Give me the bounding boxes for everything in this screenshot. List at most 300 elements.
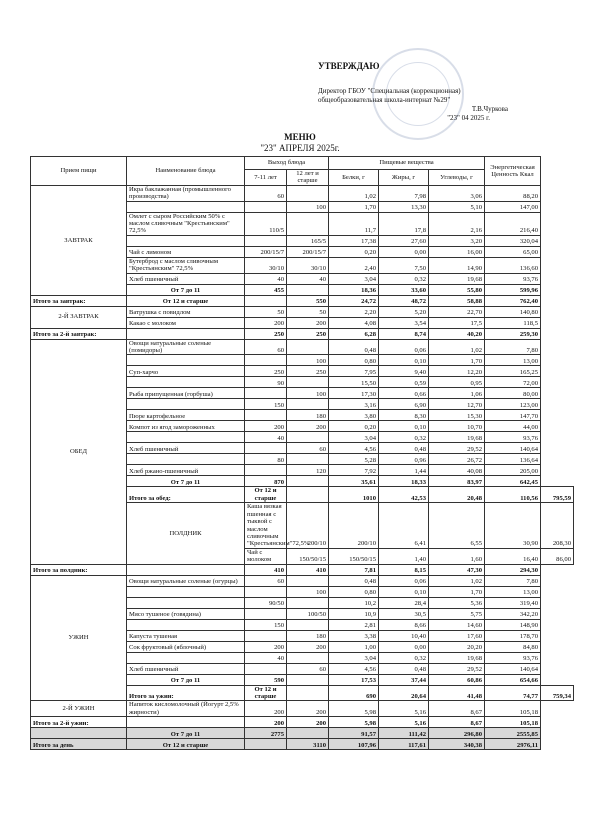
fat-value: 0,00 bbox=[379, 641, 429, 652]
carbs-value: 58,88 bbox=[429, 295, 485, 306]
meal-name: ОБЕД bbox=[31, 339, 127, 564]
table-row bbox=[31, 575, 574, 586]
yield-12: 250 bbox=[287, 366, 329, 377]
fat-value: 0,10 bbox=[379, 421, 429, 432]
dish-name: Мясо тушеное (говядина) bbox=[127, 608, 245, 619]
protein-value: 0,80 bbox=[329, 586, 379, 597]
protein-value: 0,20 bbox=[329, 246, 379, 257]
protein-value: 0,48 bbox=[329, 339, 379, 355]
carbs-value: 19,68 bbox=[429, 432, 485, 443]
yield-12: 200 bbox=[287, 317, 329, 328]
carbs-value: 1,70 bbox=[429, 355, 485, 366]
protein-value: 10,9 bbox=[329, 608, 379, 619]
energy-value: 7,80 bbox=[485, 575, 541, 586]
yield-7-11: 200 bbox=[245, 717, 287, 728]
fat-value: 7,50 bbox=[379, 257, 429, 273]
dish-name: Чай с лимоном bbox=[127, 246, 245, 257]
energy-value: 759,34 bbox=[541, 685, 574, 701]
header-carbs: Углеводы, г bbox=[429, 170, 485, 186]
yield-7-11 bbox=[245, 608, 287, 619]
header-energy: Энергетическая Ценность Ккал bbox=[485, 157, 541, 186]
fat-value: 13,30 bbox=[379, 201, 429, 212]
menu-table bbox=[30, 156, 574, 750]
yield-7-11: 410 bbox=[245, 564, 287, 575]
yield-7-11: 40 bbox=[245, 432, 287, 443]
yield-12: 3110 bbox=[287, 739, 329, 750]
dish-name: Каша вязкая пшенная с тыквой с маслом сливочным "Крестьянским"72,5% bbox=[245, 503, 287, 548]
carbs-value: 20,20 bbox=[429, 641, 485, 652]
dish-name: Овощи натуральные соленые (огурцы) bbox=[127, 575, 245, 586]
carbs-value: 16,00 bbox=[429, 246, 485, 257]
protein-value: 0,48 bbox=[329, 575, 379, 586]
yield-12: 150/50/15 bbox=[329, 548, 379, 564]
carbs-value: 5,10 bbox=[429, 201, 485, 212]
dish-name: От 12 и старше bbox=[245, 487, 287, 503]
yield-7-11 bbox=[245, 410, 287, 421]
carbs-value: 10,70 bbox=[429, 421, 485, 432]
header-dish: Наименование блюда bbox=[127, 157, 245, 186]
approval-block bbox=[318, 62, 558, 123]
fat-value: 5,20 bbox=[379, 306, 429, 317]
fat-value: 8,66 bbox=[379, 619, 429, 630]
protein-value: 17,30 bbox=[329, 388, 379, 399]
dish-name: Сок фруктовый (яблочный) bbox=[127, 641, 245, 652]
menu-date: "23" АПРЕЛЯ 2025г. bbox=[260, 143, 340, 153]
protein-value: 35,61 bbox=[329, 476, 379, 487]
table-row bbox=[31, 717, 574, 728]
fat-value: 0,48 bbox=[379, 663, 429, 674]
yield-12: 200 bbox=[287, 717, 329, 728]
dish-name: Пюре картофельное bbox=[127, 410, 245, 421]
carbs-value: 8,67 bbox=[429, 701, 485, 717]
fat-value: 0,10 bbox=[379, 586, 429, 597]
approval-date: "23" 04 2025 г. bbox=[447, 114, 490, 122]
carbs-value: 12,20 bbox=[429, 366, 485, 377]
carbs-value: 5,36 bbox=[429, 597, 485, 608]
yield-7-11: 250 bbox=[245, 366, 287, 377]
protein-value: 4,56 bbox=[329, 443, 379, 454]
carbs-value: 19,68 bbox=[429, 652, 485, 663]
protein-value: 15,50 bbox=[329, 377, 379, 388]
carbs-value: 14,90 bbox=[429, 257, 485, 273]
table-row bbox=[31, 185, 574, 201]
energy-value: 84,80 bbox=[485, 641, 541, 652]
table-row bbox=[31, 339, 574, 355]
energy-value: 88,20 bbox=[485, 185, 541, 201]
energy-value: 7,80 bbox=[485, 339, 541, 355]
total-label: Итого за ужин: bbox=[127, 685, 245, 701]
meal-name: 2-Й ЗАВТРАК bbox=[31, 306, 127, 328]
yield-12: 1010 bbox=[329, 487, 379, 503]
dish-name: Бутерброд с маслом сливочным "Крестьянским" 72,5% bbox=[127, 257, 245, 273]
energy-value: 208,30 bbox=[541, 503, 574, 548]
yield-12: 200 bbox=[287, 701, 329, 717]
table-row bbox=[31, 701, 574, 717]
carbs-value: 12,70 bbox=[429, 399, 485, 410]
meal-name: УЖИН bbox=[31, 575, 127, 701]
dish-name: Хлеб пшеничный bbox=[127, 443, 245, 454]
yield-7-11 bbox=[245, 465, 287, 476]
meal-name: 2-Й УЖИН bbox=[31, 701, 127, 717]
header-fat: Жиры, г bbox=[379, 170, 429, 186]
yield-7-11: 80 bbox=[245, 454, 287, 465]
fat-value: 5,16 bbox=[379, 701, 429, 717]
protein-value: 4,08 bbox=[329, 317, 379, 328]
carbs-value: 5,75 bbox=[429, 608, 485, 619]
energy-value: 147,00 bbox=[485, 201, 541, 212]
yield-12 bbox=[287, 652, 329, 663]
yield-12: 200/10 bbox=[329, 503, 379, 548]
fat-value: 20,48 bbox=[429, 487, 485, 503]
protein-value: 6,28 bbox=[329, 328, 379, 339]
protein-value: 11,7 bbox=[329, 212, 379, 235]
table-row bbox=[31, 295, 574, 306]
energy-value: 599,96 bbox=[485, 284, 541, 295]
energy-value: 320,04 bbox=[485, 235, 541, 246]
protein-value: 1,00 bbox=[329, 641, 379, 652]
fat-value: 8,30 bbox=[379, 410, 429, 421]
energy-value: 2976,11 bbox=[485, 739, 541, 750]
fat-value: 0,32 bbox=[379, 273, 429, 284]
yield-12 bbox=[287, 185, 329, 201]
header-nutrients: Пищевые вещества bbox=[329, 157, 485, 170]
dish-name bbox=[127, 454, 245, 465]
protein-value: 6,41 bbox=[379, 503, 429, 548]
yield-12 bbox=[287, 476, 329, 487]
yield-7-11 bbox=[245, 663, 287, 674]
yield-12 bbox=[287, 575, 329, 586]
carbs-value: 26,72 bbox=[429, 454, 485, 465]
yield-7-11: 60 bbox=[245, 339, 287, 355]
header-age-7-11: 7-11 лет bbox=[245, 170, 287, 186]
protein-value: 3,16 bbox=[329, 399, 379, 410]
yield-12 bbox=[287, 454, 329, 465]
yield-12: 100 bbox=[287, 201, 329, 212]
protein-value: 10,2 bbox=[329, 597, 379, 608]
dish-name: Хлеб пшеничный bbox=[127, 663, 245, 674]
energy-value: 105,18 bbox=[485, 701, 541, 717]
meal-empty bbox=[31, 728, 127, 739]
carbs-value: 29,52 bbox=[429, 443, 485, 454]
protein-value: 1,40 bbox=[379, 548, 429, 564]
menu-body bbox=[31, 185, 574, 749]
fat-value: 1,44 bbox=[379, 465, 429, 476]
protein-value: 3,04 bbox=[329, 652, 379, 663]
yield-7-11: 200 bbox=[245, 317, 287, 328]
protein-value: 17,53 bbox=[329, 674, 379, 685]
approval-signature: Т.В.Чуркова bbox=[471, 105, 508, 113]
yield-7-11: 150/50/15 bbox=[287, 548, 329, 564]
yield-7-11: 200 bbox=[245, 701, 287, 717]
energy-value: 178,70 bbox=[485, 630, 541, 641]
fat-value: 9,40 bbox=[379, 366, 429, 377]
protein-value: 1,02 bbox=[329, 185, 379, 201]
fat-value: 48,72 bbox=[379, 295, 429, 306]
energy-value: 2555,85 bbox=[485, 728, 541, 739]
carbs-value: 1,02 bbox=[429, 339, 485, 355]
yield-12: 550 bbox=[287, 295, 329, 306]
dish-name bbox=[127, 432, 245, 443]
dish-name bbox=[127, 377, 245, 388]
yield-7-11 bbox=[245, 739, 287, 750]
carbs-value: 47,30 bbox=[429, 564, 485, 575]
protein-value: 3,38 bbox=[329, 630, 379, 641]
carbs-value: 22,70 bbox=[429, 306, 485, 317]
dish-name: Ватрушка с повидлом bbox=[127, 306, 245, 317]
fat-value: 30,5 bbox=[379, 608, 429, 619]
protein-value: 4,56 bbox=[329, 663, 379, 674]
carbs-value: 340,38 bbox=[429, 739, 485, 750]
yield-7-11 bbox=[287, 487, 329, 503]
dish-name: Компот из ягод замороженных bbox=[127, 421, 245, 432]
dish-name bbox=[127, 399, 245, 410]
energy-value: 140,64 bbox=[485, 663, 541, 674]
yield-12: 690 bbox=[329, 685, 379, 701]
yield-7-11 bbox=[245, 586, 287, 597]
fat-value: 0,06 bbox=[379, 339, 429, 355]
yield-7-11 bbox=[245, 295, 287, 306]
energy-value: 147,70 bbox=[485, 410, 541, 421]
yield-12 bbox=[287, 728, 329, 739]
energy-value: 118,5 bbox=[485, 317, 541, 328]
total-label: Итого за день bbox=[31, 739, 127, 750]
yield-7-11: 200 bbox=[245, 641, 287, 652]
carbs-value: 3,06 bbox=[429, 185, 485, 201]
dish-name bbox=[127, 652, 245, 663]
dish-name: От 12 и старше bbox=[127, 739, 245, 750]
energy-value: 93,76 bbox=[485, 652, 541, 663]
energy-value: 44,00 bbox=[485, 421, 541, 432]
yield-12: 60 bbox=[287, 443, 329, 454]
yield-7-11: 60 bbox=[245, 575, 287, 586]
protein-value: 5,28 bbox=[329, 454, 379, 465]
fat-value: 0,06 bbox=[379, 575, 429, 586]
protein-value: 2,40 bbox=[329, 257, 379, 273]
header-age-12: 12 лет и старше bbox=[287, 170, 329, 186]
meal-name: ПОЛДНИК bbox=[127, 503, 245, 564]
dish-name: От 7 до 11 bbox=[127, 476, 245, 487]
fat-value: 8,15 bbox=[379, 564, 429, 575]
fat-value: 0,10 bbox=[379, 355, 429, 366]
yield-7-11: 150 bbox=[245, 399, 287, 410]
yield-12 bbox=[287, 339, 329, 355]
fat-value: 3,54 bbox=[379, 317, 429, 328]
carbs-value: 74,77 bbox=[485, 685, 541, 701]
table-row bbox=[31, 306, 574, 317]
yield-7-11: 30/10 bbox=[245, 257, 287, 273]
dish-name: Напиток кисломолочный (Йогурт 2,5% жирности) bbox=[127, 701, 245, 717]
yield-12: 250 bbox=[287, 328, 329, 339]
fat-value: 1,60 bbox=[429, 548, 485, 564]
carbs-value: 14,60 bbox=[429, 619, 485, 630]
carbs-value: 30,90 bbox=[485, 503, 541, 548]
dish-name bbox=[127, 235, 245, 246]
fat-value: 0,48 bbox=[379, 443, 429, 454]
dish-name bbox=[127, 564, 245, 575]
protein-value: 18,36 bbox=[329, 284, 379, 295]
yield-7-11: 200/15/7 bbox=[245, 246, 287, 257]
carbs-value: 29,52 bbox=[429, 663, 485, 674]
dish-name: Овощи натуральные соленые (помидоры) bbox=[127, 339, 245, 355]
yield-12 bbox=[287, 597, 329, 608]
yield-7-11: 150 bbox=[245, 619, 287, 630]
carbs-value: 17,60 bbox=[429, 630, 485, 641]
approval-line-1: Директор ГБОУ "Специальная (коррекционная) bbox=[318, 87, 461, 95]
fat-value: 5,16 bbox=[379, 717, 429, 728]
carbs-value: 40,20 bbox=[429, 328, 485, 339]
energy-value: 294,30 bbox=[485, 564, 541, 575]
fat-value: 10,40 bbox=[379, 630, 429, 641]
fat-value: 17,8 bbox=[379, 212, 429, 235]
carbs-value: 55,80 bbox=[429, 284, 485, 295]
yield-12: 100 bbox=[287, 355, 329, 366]
carbs-value: 8,67 bbox=[429, 717, 485, 728]
protein-value: 7,81 bbox=[329, 564, 379, 575]
protein-value: 107,96 bbox=[329, 739, 379, 750]
energy-value: 86,00 bbox=[541, 548, 574, 564]
yield-7-11: 455 bbox=[245, 284, 287, 295]
fat-value: 0,66 bbox=[379, 388, 429, 399]
fat-value: 6,90 bbox=[379, 399, 429, 410]
yield-12: 180 bbox=[287, 410, 329, 421]
protein-value: 5,98 bbox=[329, 701, 379, 717]
yield-7-11: 110/5 bbox=[245, 212, 287, 235]
fat-value: 18,33 bbox=[379, 476, 429, 487]
carbs-value: 1,06 bbox=[429, 388, 485, 399]
carbs-value: 19,68 bbox=[429, 273, 485, 284]
energy-value: 13,00 bbox=[485, 355, 541, 366]
fat-value: 117,61 bbox=[379, 739, 429, 750]
dish-name bbox=[127, 597, 245, 608]
dish-name: Хлеб ржано-пшеничный bbox=[127, 465, 245, 476]
yield-12 bbox=[287, 432, 329, 443]
yield-7-11 bbox=[245, 201, 287, 212]
carbs-value: 1,02 bbox=[429, 575, 485, 586]
energy-value: 136,64 bbox=[485, 454, 541, 465]
protein-value: 2,81 bbox=[329, 619, 379, 630]
dish-name: От 7 до 11 bbox=[127, 674, 245, 685]
total-label: Итого за 2-й завтрак: bbox=[31, 328, 127, 339]
yield-12: 410 bbox=[287, 564, 329, 575]
yield-12 bbox=[287, 619, 329, 630]
fat-value: 41,48 bbox=[429, 685, 485, 701]
energy-value: 65,00 bbox=[485, 246, 541, 257]
yield-7-11: 50 bbox=[245, 306, 287, 317]
protein-value: 1,70 bbox=[329, 201, 379, 212]
yield-12 bbox=[287, 284, 329, 295]
dish-name: Капуста тушеная bbox=[127, 630, 245, 641]
energy-value: 216,40 bbox=[485, 212, 541, 235]
protein-value: 3,80 bbox=[329, 410, 379, 421]
protein-value: 91,57 bbox=[329, 728, 379, 739]
yield-7-11 bbox=[245, 355, 287, 366]
dish-name bbox=[127, 586, 245, 597]
yield-12: 100/50 bbox=[287, 608, 329, 619]
energy-value: 80,00 bbox=[485, 388, 541, 399]
energy-value: 762,40 bbox=[485, 295, 541, 306]
fat-value: 0,32 bbox=[379, 652, 429, 663]
yield-12: 30/10 bbox=[287, 257, 329, 273]
carbs-value: 17,5 bbox=[429, 317, 485, 328]
total-label: Итого за обед: bbox=[127, 487, 245, 503]
protein-value: 42,53 bbox=[379, 487, 429, 503]
fat-value: 111,42 bbox=[379, 728, 429, 739]
header-meal: Прием пищи bbox=[31, 157, 127, 186]
carbs-value: 296,80 bbox=[429, 728, 485, 739]
protein-value: 24,72 bbox=[329, 295, 379, 306]
yield-12 bbox=[287, 399, 329, 410]
protein-value: 0,20 bbox=[329, 421, 379, 432]
carbs-value: 1,70 bbox=[429, 586, 485, 597]
energy-value: 165,25 bbox=[485, 366, 541, 377]
carbs-value: 16,40 bbox=[485, 548, 541, 564]
carbs-value: 15,30 bbox=[429, 410, 485, 421]
dish-name: Икра баклажанная (промышленного производства) bbox=[127, 185, 245, 201]
yield-7-11: 90 bbox=[245, 377, 287, 388]
yield-7-11 bbox=[245, 630, 287, 641]
protein-value: 5,98 bbox=[329, 717, 379, 728]
dish-name bbox=[127, 717, 245, 728]
yield-12: 200 bbox=[287, 641, 329, 652]
dish-name: От 7 до 11 bbox=[127, 284, 245, 295]
fat-value: 27,60 bbox=[379, 235, 429, 246]
yield-12: 100 bbox=[287, 388, 329, 399]
energy-value: 140,80 bbox=[485, 306, 541, 317]
energy-value: 795,59 bbox=[541, 487, 574, 503]
protein-value: 2,20 bbox=[329, 306, 379, 317]
energy-value: 342,20 bbox=[485, 608, 541, 619]
dish-name: От 7 до 11 bbox=[127, 728, 245, 739]
yield-12 bbox=[287, 212, 329, 235]
dish-name: От 12 и старше bbox=[245, 685, 287, 701]
energy-value: 642,45 bbox=[485, 476, 541, 487]
table-row bbox=[31, 328, 574, 339]
carbs-value: 110,56 bbox=[485, 487, 541, 503]
fat-value: 0,59 bbox=[379, 377, 429, 388]
yield-12: 50 bbox=[287, 306, 329, 317]
yield-12: 60 bbox=[287, 663, 329, 674]
fat-value: 33,60 bbox=[379, 284, 429, 295]
yield-7-11: 200/10 bbox=[287, 503, 329, 548]
energy-value: 148,90 bbox=[485, 619, 541, 630]
yield-12 bbox=[287, 377, 329, 388]
dish-name: От 12 и старше bbox=[127, 295, 245, 306]
energy-value: 105,18 bbox=[485, 717, 541, 728]
fat-value: 28,4 bbox=[379, 597, 429, 608]
fat-value: 0,00 bbox=[379, 246, 429, 257]
protein-value: 3,04 bbox=[329, 432, 379, 443]
energy-value: 93,76 bbox=[485, 432, 541, 443]
menu-title: МЕНЮ bbox=[284, 132, 316, 142]
energy-value: 654,66 bbox=[485, 674, 541, 685]
protein-value: 7,95 bbox=[329, 366, 379, 377]
fat-value: 6,55 bbox=[429, 503, 485, 548]
yield-7-11: 40 bbox=[245, 273, 287, 284]
fat-value: 8,74 bbox=[379, 328, 429, 339]
energy-value: 93,76 bbox=[485, 273, 541, 284]
energy-value: 319,40 bbox=[485, 597, 541, 608]
yield-7-11: 90/50 bbox=[245, 597, 287, 608]
yield-7-11 bbox=[287, 685, 329, 701]
dish-name: Какао с молоком bbox=[127, 317, 245, 328]
protein-value: 0,80 bbox=[329, 355, 379, 366]
fat-value: 37,44 bbox=[379, 674, 429, 685]
yield-12: 165/5 bbox=[287, 235, 329, 246]
carbs-value: 0,95 bbox=[429, 377, 485, 388]
yield-12: 120 bbox=[287, 465, 329, 476]
energy-value: 140,64 bbox=[485, 443, 541, 454]
yield-7-11 bbox=[245, 388, 287, 399]
